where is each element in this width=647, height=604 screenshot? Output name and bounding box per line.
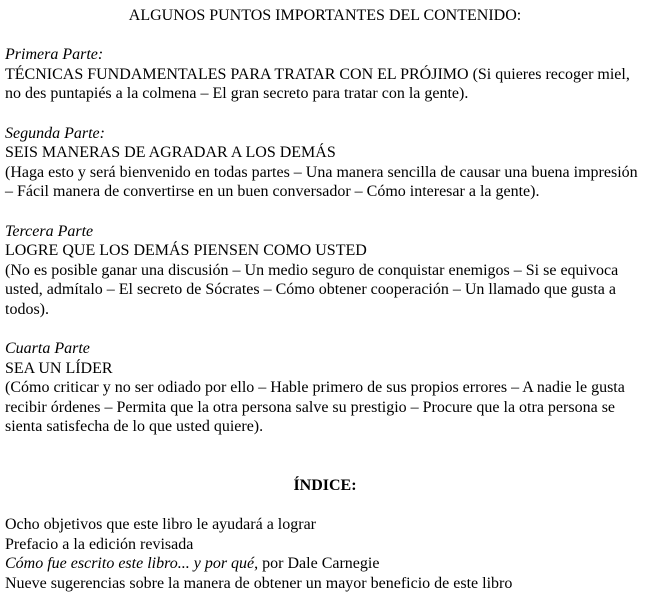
index-item: Ocho objetivos que este libro le ayudará a lograr: [5, 516, 316, 534]
index-title: ÍNDICE:: [293, 477, 357, 495]
index-item: Nueve sugerencias sobre la manera de obtener un mayor beneficio de este libro: [5, 575, 513, 593]
part-title: LOGRE QUE LOS DEMÁS PIENSEN COMO USTED: [5, 242, 367, 260]
index-item-italic-title: Cómo fue escrito este libro... y por qué: [5, 555, 255, 573]
part-label: Tercera Parte: [5, 222, 94, 240]
index-list: [5, 515, 645, 593]
part-description: (Cómo criticar y no ser odiado por ello – Hable primero de sus propios errores – A nadie le gusta recibir órdenes – Permita que la otra persona salve su prestigio – Procure que la otra persona se sienta satisfecha de lo que usted quiere).: [5, 379, 625, 436]
part-3: [5, 222, 645, 320]
part-description: (Haga esto y será bienvenido en todas partes – Una manera sencilla de causar una buena impresión – Fácil manera de convertirse en un buen conversador – Cómo interesar a la gente).: [5, 163, 638, 201]
part-title: SEA UN LÍDER: [5, 359, 113, 377]
index-item: Prefacio a la edición revisada: [5, 535, 194, 553]
part-label: Primera Parte:: [5, 46, 104, 64]
part-title: TÉCNICAS FUNDAMENTALES PARA TRATAR CON EL PRÓJIMO: [5, 65, 469, 83]
page-heading: ALGUNOS PUNTOS IMPORTANTES DEL CONTENIDO:: [128, 7, 522, 24]
part-1: [5, 45, 645, 104]
part-label: Segunda Parte:: [5, 124, 105, 142]
part-4: [5, 339, 645, 437]
part-2: [5, 124, 645, 202]
part-label: Cuarta Parte: [5, 340, 90, 358]
part-title: SEIS MANERAS DE AGRADAR A LOS DEMÁS: [5, 144, 336, 162]
index-item-italic: [5, 554, 645, 574]
index-item-author: , por Dale Carnegie: [254, 555, 380, 573]
document-page: [5, 6, 645, 594]
part-description: (Si quieres recoger miel, no des puntapiés a la colmena – El gran secreto para tratar con la gente).: [5, 65, 630, 103]
part-description: (No es posible ganar una discusión – Un medio seguro de conquistar enemigos – Si se equivoca usted, admítalo – El secreto de Sócrates – Cómo obtener cooperación – Un llamado que gusta a todos).: [5, 261, 619, 318]
